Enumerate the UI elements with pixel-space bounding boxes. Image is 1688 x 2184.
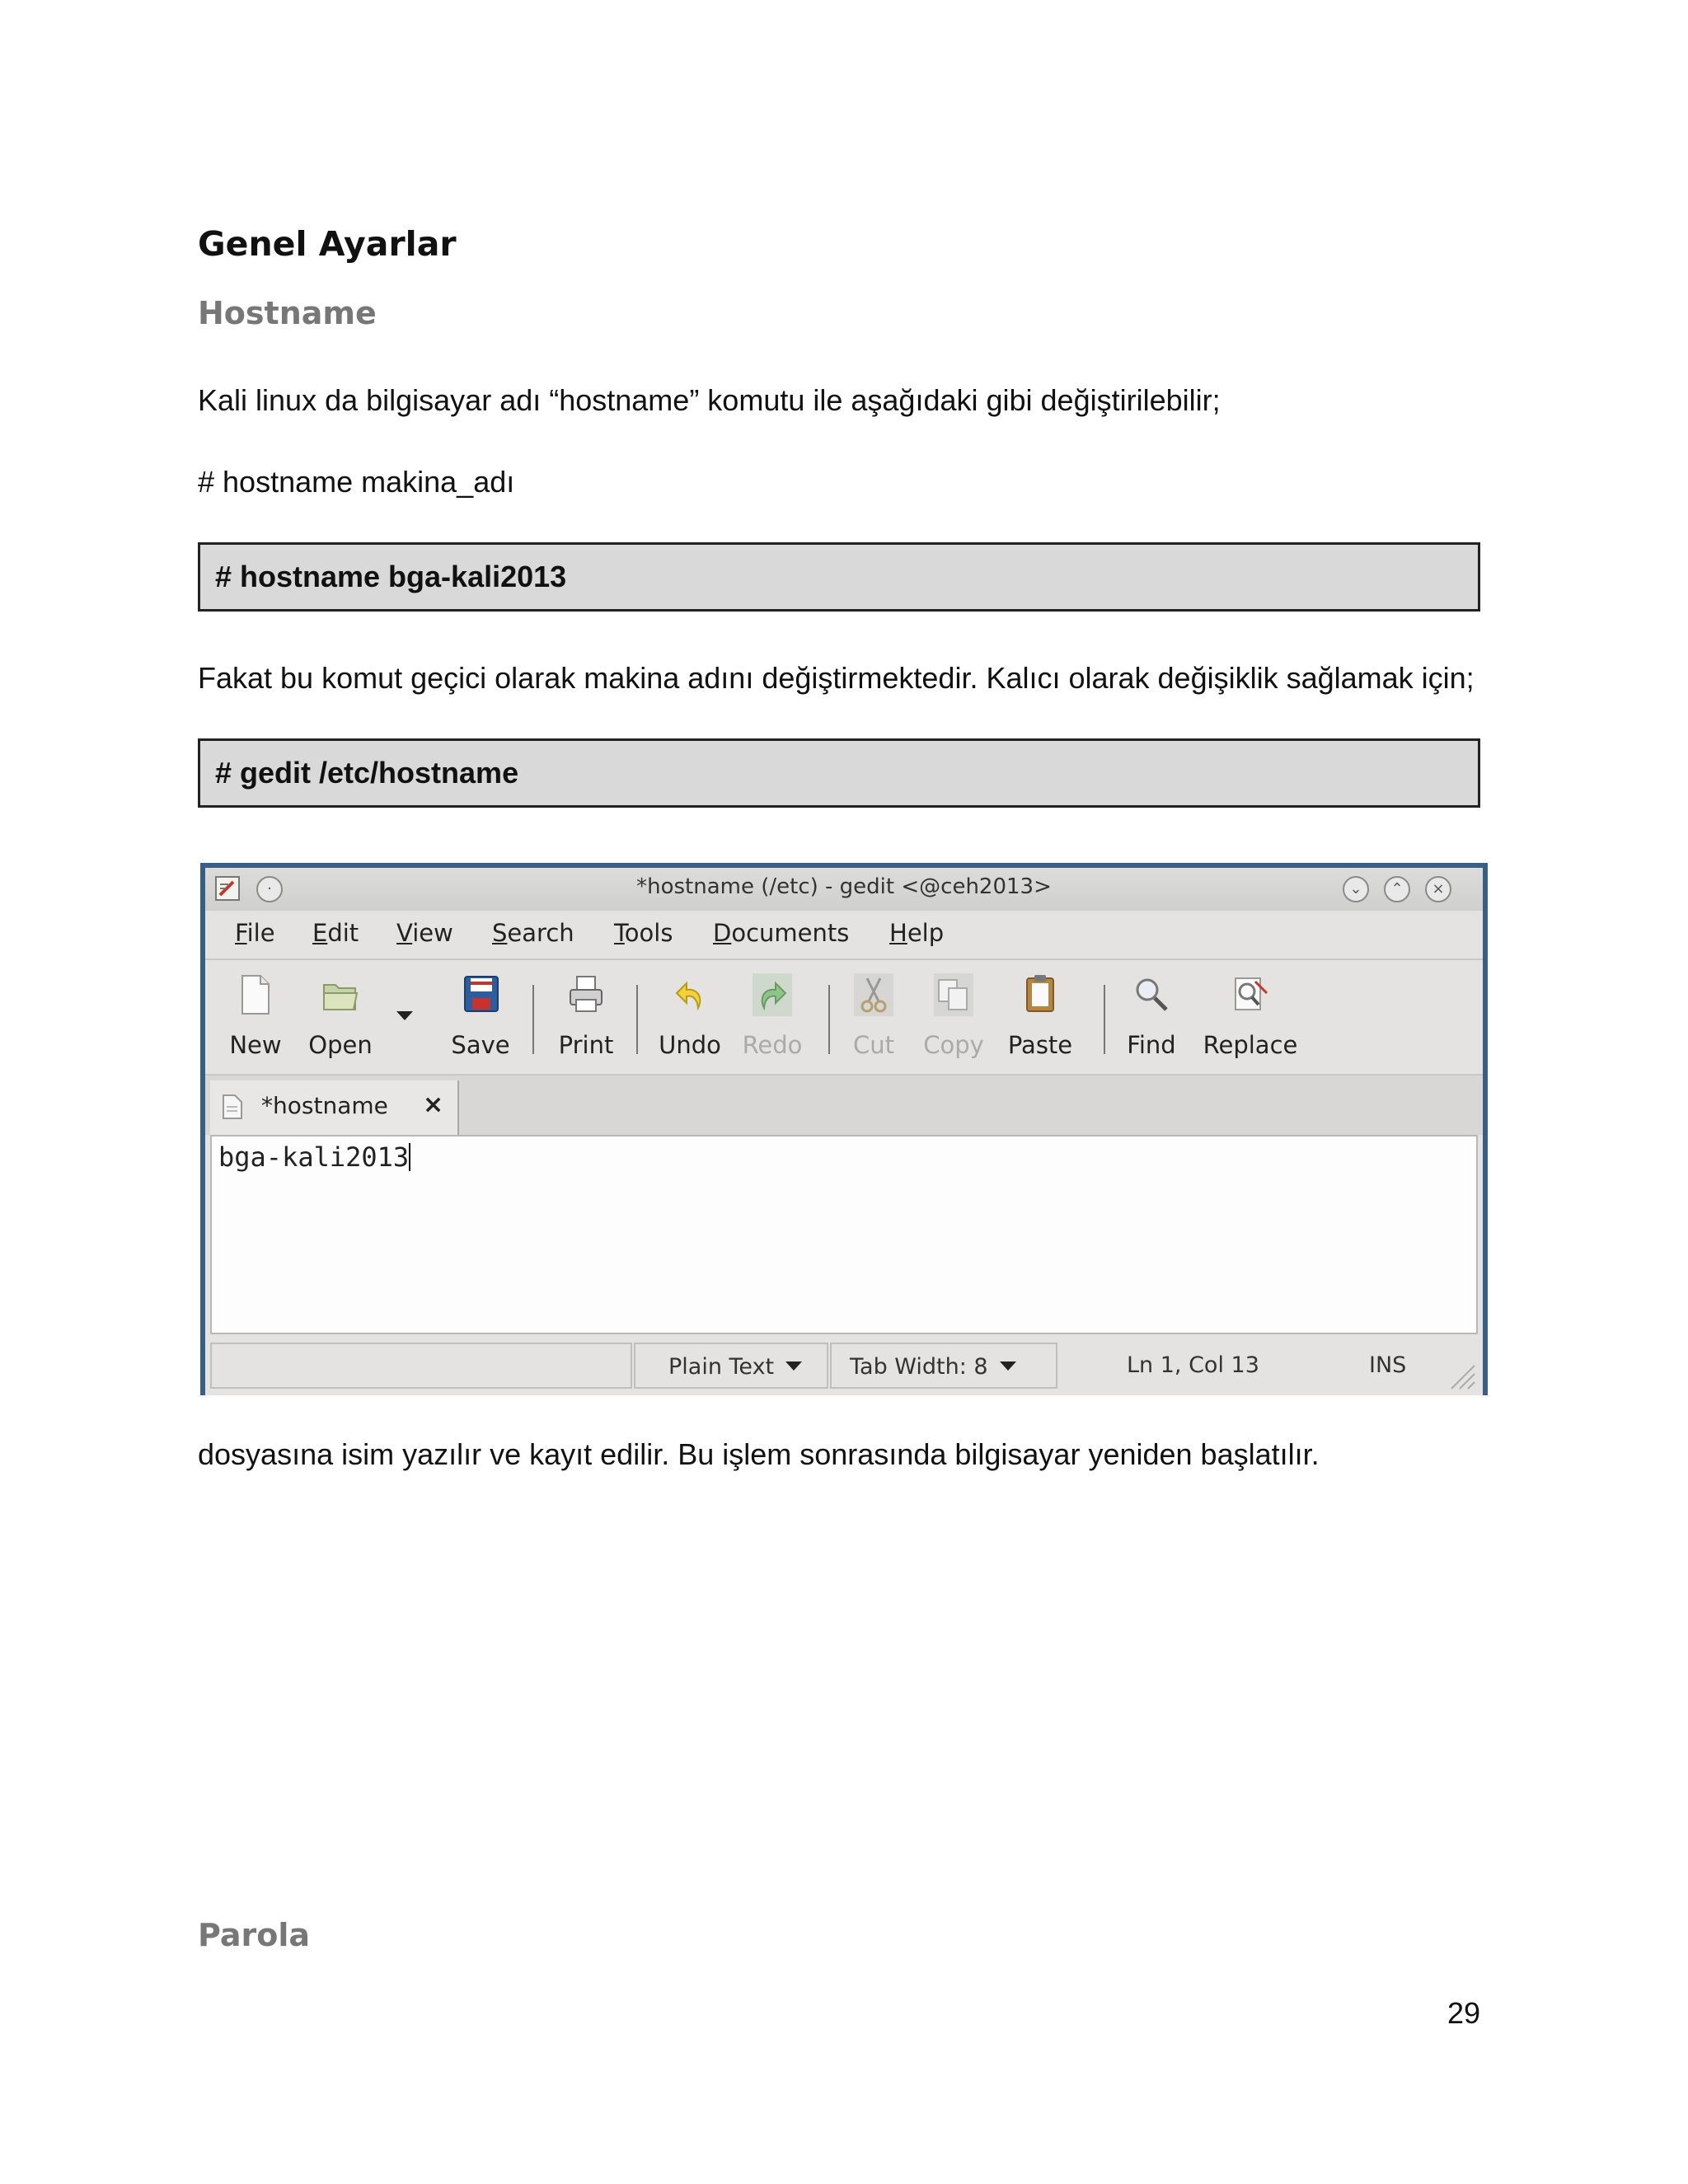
- editor-content: bga-kali2013: [218, 1141, 410, 1173]
- section-heading: Genel Ayarlar: [198, 224, 457, 264]
- open-button[interactable]: Open: [299, 973, 382, 1059]
- magnifier-icon: [1132, 973, 1171, 1016]
- paragraph-intro: Kali linux da bilgisayar adı “hostname” komutu ile aşağıdaki gibi değiştirilebilir;: [198, 383, 1221, 417]
- menu-search[interactable]: Search: [492, 919, 574, 947]
- redo-button[interactable]: Redo: [741, 973, 804, 1059]
- chevron-down-icon: [785, 1361, 802, 1371]
- tab-close-icon[interactable]: ×: [423, 1090, 444, 1119]
- paragraph-conclusion: dosyasına isim yazılır ve kayıt edilir. Bu işlem sonrasında bilgisayar yeniden başlatılır.: [198, 1437, 1320, 1471]
- tab-label: *hostname: [261, 1092, 388, 1119]
- undo-arrow-icon: [670, 973, 710, 1016]
- status-message-area: [210, 1343, 632, 1389]
- toolbar-separator: [532, 985, 534, 1054]
- status-bar: [205, 1339, 1483, 1395]
- command-box-hostname: # hostname bga-kali2013: [198, 542, 1480, 612]
- title-bar: [205, 868, 1483, 911]
- paragraph-syntax: # hostname makina_adı: [198, 465, 515, 499]
- replace-button[interactable]: Replace: [1201, 973, 1300, 1059]
- copy-button[interactable]: Copy: [919, 973, 988, 1059]
- close-icon[interactable]: ×: [1425, 876, 1451, 902]
- subsection-heading-hostname: Hostname: [198, 295, 377, 331]
- maximize-icon[interactable]: ⌃: [1384, 876, 1410, 902]
- document-tab-bar: [205, 1076, 1483, 1135]
- menu-view[interactable]: View: [396, 919, 453, 947]
- chevron-down-icon: [1000, 1361, 1016, 1371]
- window-title: *hostname (/etc) - gedit <@ceh2013>: [636, 874, 1052, 899]
- new-button[interactable]: New: [222, 973, 289, 1059]
- menu-file[interactable]: File: [235, 919, 275, 947]
- new-document-icon: [236, 973, 275, 1016]
- menu-tools[interactable]: Tools: [614, 919, 673, 947]
- tab-hostname[interactable]: [210, 1080, 459, 1135]
- insert-mode: INS: [1369, 1352, 1407, 1378]
- gedit-window: [200, 863, 1488, 1395]
- open-folder-icon: [321, 973, 360, 1016]
- window-menu-icon[interactable]: ·: [256, 876, 283, 902]
- undo-button[interactable]: Undo: [654, 973, 726, 1059]
- find-button[interactable]: Find: [1118, 973, 1184, 1059]
- clipboard-icon: [1020, 973, 1060, 1016]
- minimize-icon[interactable]: ⌄: [1343, 876, 1369, 902]
- save-floppy-icon: [461, 973, 500, 1016]
- toolbar-separator: [828, 985, 830, 1054]
- page-number: 29: [1447, 1996, 1481, 2030]
- subsection-heading-parola: Parola: [198, 1917, 310, 1953]
- paragraph-permanent: Fakat bu komut geçici olarak makina adını değiştirmektedir. Kalıcı olarak değişiklik sağlamak için;: [198, 661, 1475, 695]
- print-button[interactable]: Print: [550, 973, 622, 1059]
- toolbar-separator: [636, 985, 638, 1054]
- find-replace-icon: [1231, 973, 1270, 1016]
- tab-width-selector[interactable]: Tab Width: 8: [830, 1343, 1057, 1389]
- menu-help[interactable]: Help: [889, 919, 945, 947]
- scissors-icon: [854, 973, 893, 1016]
- open-dropdown-icon[interactable]: [396, 1011, 413, 1028]
- language-selector[interactable]: Plain Text: [634, 1343, 828, 1389]
- redo-arrow-icon: [753, 973, 792, 1016]
- toolbar-separator: [1104, 985, 1105, 1054]
- resize-grip-icon[interactable]: [1447, 1361, 1476, 1394]
- menu-documents[interactable]: Documents: [713, 919, 850, 947]
- command-box-gedit: # gedit /etc/hostname: [198, 738, 1480, 808]
- text-caret: [409, 1143, 410, 1171]
- cut-button[interactable]: Cut: [845, 973, 903, 1059]
- menu-edit[interactable]: Edit: [312, 919, 359, 947]
- menu-bar: [205, 911, 1483, 960]
- text-editor-area[interactable]: [210, 1135, 1478, 1334]
- cursor-position: Ln 1, Col 13: [1127, 1352, 1259, 1378]
- text-file-icon: [222, 1094, 243, 1124]
- paste-button[interactable]: Paste: [1003, 973, 1077, 1059]
- copy-icon: [934, 973, 973, 1016]
- printer-icon: [566, 973, 606, 1016]
- save-button[interactable]: Save: [444, 973, 517, 1059]
- toolbar: [205, 960, 1483, 1076]
